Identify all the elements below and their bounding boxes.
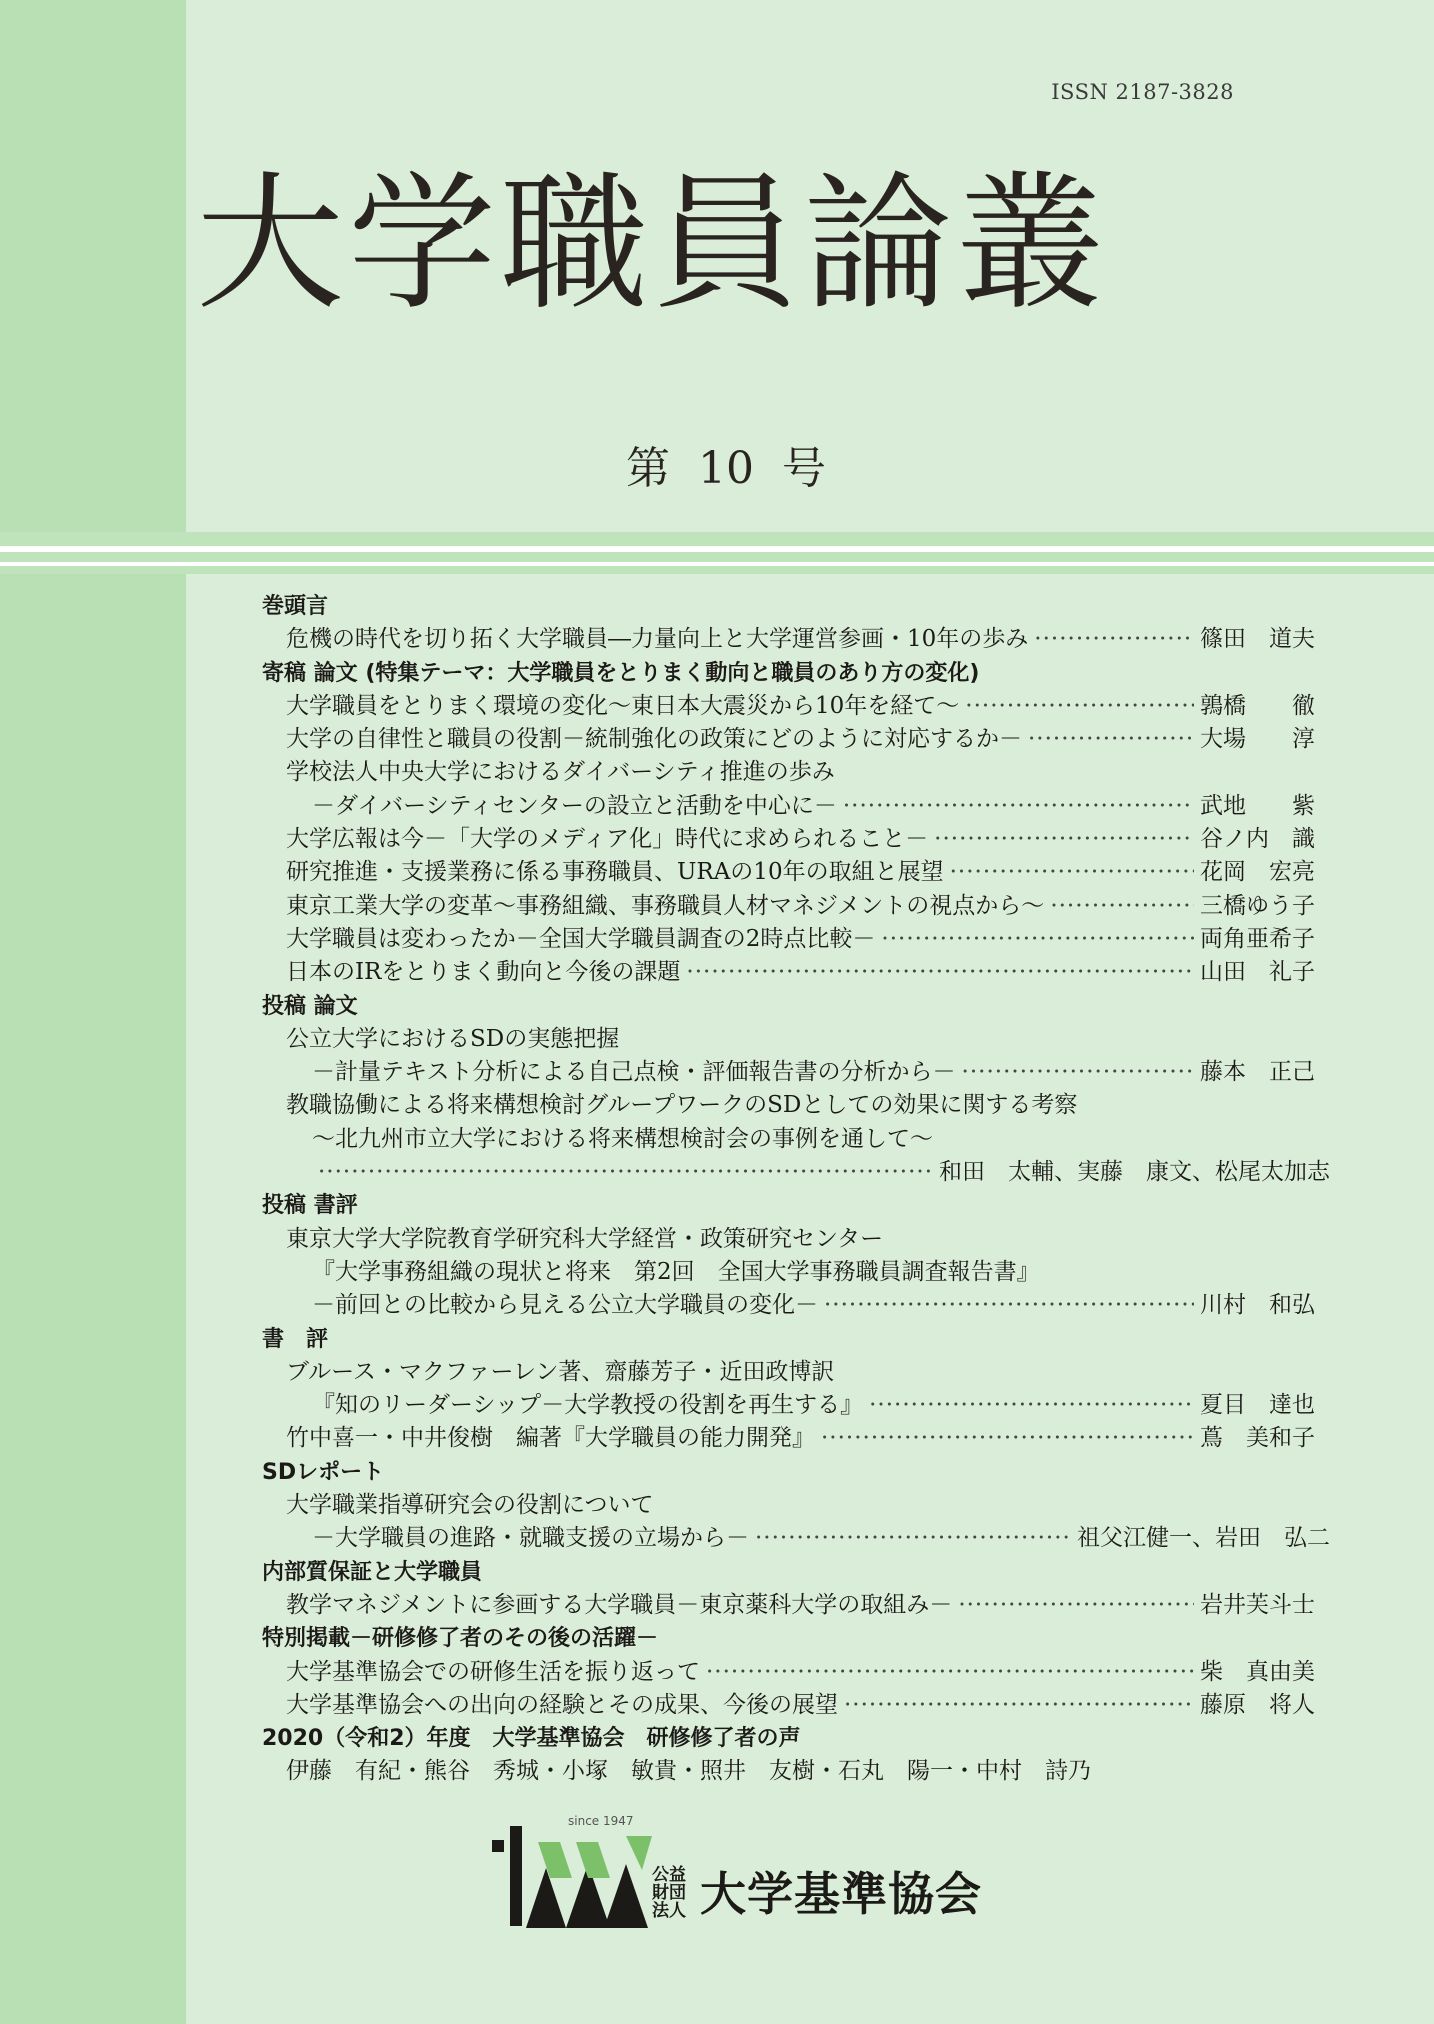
toc-entry-author: 谷ノ内 識	[1200, 826, 1315, 853]
toc-leader-dots	[824, 1289, 1194, 1322]
toc-entry	[262, 690, 1330, 723]
toc-entry	[262, 1755, 1330, 1788]
toc-entry-title: 教職協働による将来構想検討グループワークのSDとしての効果に関する考察	[286, 1092, 1078, 1119]
toc-entry	[262, 623, 1330, 656]
toc-section-heading: 投稿 書評	[262, 1193, 358, 1219]
toc-entry-title: 危機の時代を切り拓く大学職員―力量向上と大学運営参画・10年の歩み	[286, 626, 1029, 653]
toc-entry-title: 日本のIRをとりまく動向と今後の課題	[286, 959, 681, 986]
toc-leader-dots	[950, 856, 1194, 889]
toc-entry-author: 大場 淳	[1200, 726, 1315, 753]
toc-section-heading: 内部質保証と大学職員	[262, 1559, 483, 1585]
toc-entry-title: 伊藤 有紀・熊谷 秀城・小塚 敏貴・照井 友樹・石丸 陽一・中村 詩乃	[286, 1758, 1091, 1785]
toc-entry-author: 花岡 宏亮	[1200, 859, 1315, 886]
toc-leader-dots	[934, 823, 1194, 856]
toc-leader-dots	[881, 923, 1194, 956]
toc-entry	[262, 790, 1330, 823]
toc-entry	[262, 1489, 1330, 1522]
since-label: since 1947	[568, 1814, 634, 1828]
toc-section-heading: 寄稿 論文 (特集テーマ：大学職員をとりまく動向と職員のあり方の変化)	[262, 660, 980, 686]
toc-entry-title: 大学基準協会への出向の経験とその成果、今後の展望	[286, 1691, 838, 1718]
toc-entry-author: 武地 紫	[1200, 792, 1315, 819]
toc-entry-title: 大学職業指導研究会の役割について	[286, 1492, 654, 1519]
toc-section-heading: 投稿 論文	[262, 993, 358, 1019]
toc-entry-title: 竹中喜一・中井俊樹 編著『大学職員の能力開発』	[286, 1425, 815, 1452]
toc-entry-title: 学校法人中央大学におけるダイバーシティ推進の歩み	[286, 759, 835, 786]
toc-entry-title: ～北九州市立大学における将来構想検討会の事例を通して～	[312, 1125, 933, 1152]
toc-entry	[262, 856, 1330, 889]
toc-entry-author: 篠田 道夫	[1200, 626, 1315, 653]
toc-entry-author: 両角亜希子	[1200, 925, 1315, 952]
toc-entry	[262, 1123, 1330, 1156]
toc-entry	[262, 1656, 1330, 1689]
toc-leader-dots	[318, 1156, 933, 1189]
toc-entry	[262, 723, 1330, 756]
toc-leader-dots	[686, 956, 1194, 989]
toc-entry-title: 研究推進・支援業務に係る事務職員、URAの10年の取組と展望	[286, 859, 944, 886]
toc-entry-title: 『知のリーダーシップ－大学教授の役割を再生する』	[312, 1392, 864, 1419]
toc-entry	[262, 890, 1330, 923]
toc-entry	[262, 1389, 1330, 1422]
toc-entry-title: ブルース・マクファーレン著、齋藤芳子・近田政博訳	[286, 1358, 835, 1385]
table-of-contents	[262, 590, 1330, 1789]
org-prefix: 公益財団法人	[652, 1865, 686, 1921]
toc-leader-dots	[844, 1689, 1194, 1722]
toc-entry	[262, 923, 1330, 956]
toc-section-heading: 書 評	[262, 1326, 329, 1352]
toc-entry	[262, 1223, 1330, 1256]
toc-entry-title: 大学職員は変わったか－全国大学職員調査の2時点比較－	[286, 925, 876, 952]
toc-entry	[262, 1356, 1330, 1389]
toc-entry	[262, 1256, 1330, 1289]
issn: ISSN 2187-3828	[1051, 80, 1234, 104]
toc-entry-title: 大学広報は今－「大学のメディア化」時代に求められること－	[286, 826, 929, 853]
toc-leader-dots	[1050, 890, 1194, 923]
toc-entry-author: 鶉橋 徹	[1200, 692, 1315, 719]
toc-entry-title: 東京大学大学院教育学研究科大学経営・政策研究センター	[286, 1225, 884, 1252]
org-name: 大学基準協会	[700, 1867, 982, 1921]
toc-entry	[262, 1522, 1330, 1555]
toc-entry-title: －大学職員の進路・就職支援の立場から－	[312, 1525, 749, 1552]
toc-leader-dots	[962, 1056, 1194, 1089]
toc-section-heading: SDレポート	[262, 1459, 385, 1485]
toc-entry-author: 夏目 達也	[1200, 1392, 1315, 1419]
toc-entry-title: 大学職員をとりまく環境の変化～東日本大震災から10年を経て～	[286, 692, 960, 719]
toc-entry	[262, 823, 1330, 856]
toc-entry-author: 蔦 美和子	[1200, 1425, 1315, 1452]
toc-leader-dots	[843, 790, 1194, 823]
toc-entry	[262, 1023, 1330, 1056]
toc-entry	[262, 1422, 1330, 1455]
toc-entry	[262, 1156, 1330, 1189]
toc-entry	[262, 1056, 1330, 1089]
toc-entry-title: －前回との比較から見える公立大学職員の変化－	[312, 1292, 818, 1319]
toc-entry-author: 柴 真由美	[1200, 1658, 1315, 1685]
toc-section-heading: 巻頭言	[262, 594, 329, 619]
toc-entry-author: 川村 和弘	[1200, 1292, 1315, 1319]
cover-sidebar-strip	[0, 0, 186, 2024]
toc-entry-author: 藤本 正己	[1200, 1059, 1315, 1086]
toc-entry-title: 大学基準協会での研修生活を振り返って	[286, 1658, 700, 1685]
toc-entry-title: －ダイバーシティセンターの設立と活動を中心に－	[312, 792, 837, 819]
toc-leader-dots	[958, 1589, 1194, 1622]
toc-entry-author: 岩井芙斗士	[1200, 1591, 1315, 1618]
toc-entry	[262, 1589, 1330, 1622]
toc-leader-dots	[706, 1656, 1194, 1689]
toc-entry-title: 教学マネジメントに参画する大学職員－東京薬科大学の取組み－	[286, 1591, 953, 1618]
toc-section-heading: 2020（令和2）年度 大学基準協会 研修修了者の声	[262, 1726, 801, 1752]
toc-entry-author: 和田 太輔、実藤 康文、松尾太加志	[939, 1159, 1330, 1186]
toc-leader-dots	[1028, 723, 1194, 756]
toc-entry-title: －計量テキスト分析による自己点検・評価報告書の分析から－	[312, 1059, 956, 1086]
toc-entry	[262, 756, 1330, 789]
toc-leader-dots	[755, 1522, 1071, 1555]
toc-leader-dots	[965, 690, 1194, 723]
toc-entry-author: 三橋ゆう子	[1200, 892, 1315, 919]
issue-number: 第 10 号	[626, 443, 826, 494]
toc-leader-dots	[821, 1422, 1194, 1455]
toc-entry-title: 公立大学におけるSDの実態把握	[286, 1025, 620, 1052]
toc-entry-title: 『大学事務組織の現状と将来 第2回 全国大学事務職員調査報告書』	[312, 1258, 1040, 1285]
toc-leader-dots	[1034, 623, 1194, 656]
journal-title: 大学職員論叢	[196, 158, 1108, 330]
toc-entry	[262, 1089, 1330, 1122]
toc-entry-title: 大学の自律性と職員の役割－統制強化の政策にどのように対応するか－	[286, 726, 1022, 753]
toc-entry	[262, 956, 1330, 989]
toc-section-heading: 特別掲載－研修修了者のその後の活躍－	[262, 1626, 659, 1652]
toc-entry-author: 藤原 将人	[1200, 1691, 1315, 1718]
toc-leader-dots	[869, 1389, 1194, 1422]
toc-entry-author: 祖父江健一、岩田 弘二	[1077, 1525, 1330, 1552]
toc-entry-author: 山田 礼子	[1200, 959, 1315, 986]
toc-entry	[262, 1689, 1330, 1722]
toc-entry-title: 東京工業大学の変革～事務組織、事務職員人材マネジメントの視点から～	[286, 892, 1045, 919]
toc-entry	[262, 1289, 1330, 1322]
